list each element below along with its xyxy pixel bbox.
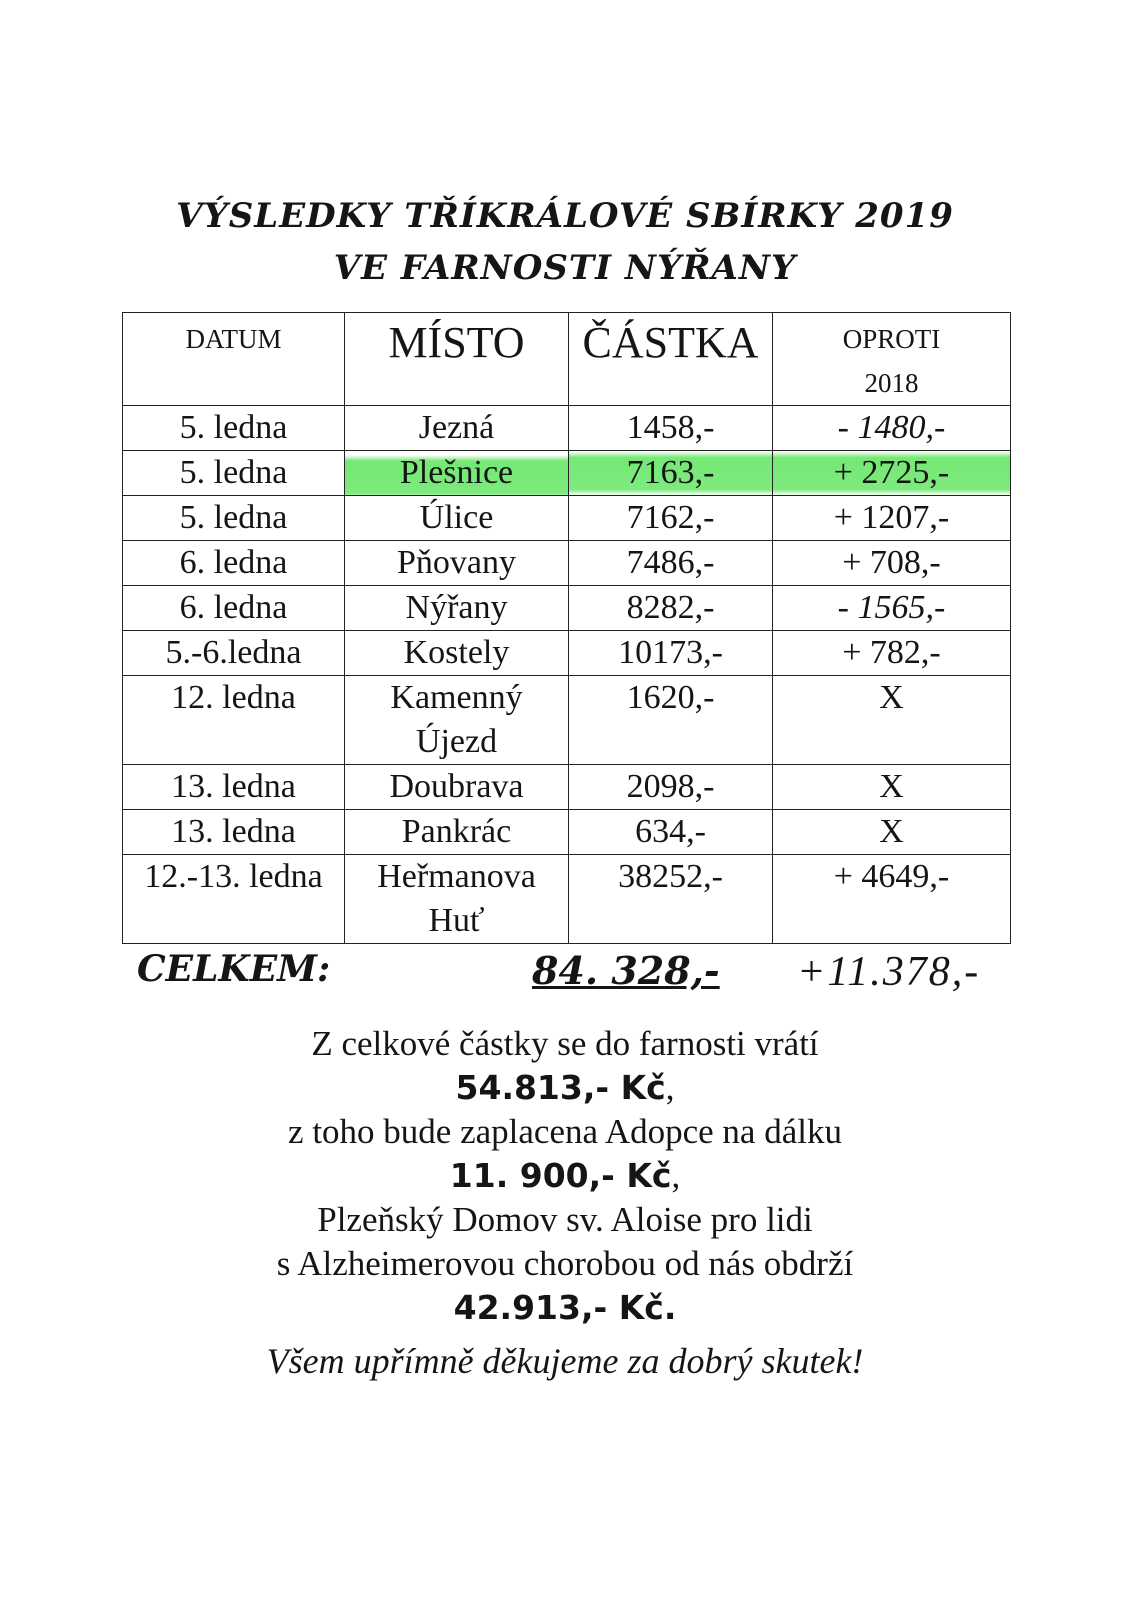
header-diff-line-1: OPROTI	[842, 324, 941, 354]
document-title	[100, 190, 1030, 294]
cell-diff: - 1480,-	[773, 406, 1011, 451]
cell-amount: 2098,-	[569, 765, 773, 810]
cell-date: 13. ledna	[123, 765, 345, 810]
cell-place: Plešnice	[345, 451, 569, 496]
total-diff: +11.378,-	[797, 949, 981, 995]
summary-line: z toho bude zaplacena Adopce na dálku	[288, 1112, 842, 1151]
title-line-2: VE FARNOSTI NÝŘANY	[333, 248, 797, 288]
cell-amount: 7486,-	[569, 541, 773, 586]
cell-diff: X	[773, 810, 1011, 855]
table-row	[123, 496, 1011, 541]
cell-diff: X	[773, 765, 1011, 810]
summary-paragraph	[120, 1022, 1010, 1330]
table-row-highlighted	[123, 451, 1011, 496]
cell-place: Úlice	[345, 496, 569, 541]
cell-date: 5. ledna	[123, 496, 345, 541]
summary-amount: 11. 900,- Kč	[449, 1156, 672, 1195]
cell-place: Pňovany	[345, 541, 569, 586]
cell-diff: - 1565,-	[773, 586, 1011, 631]
cell-date: 5. ledna	[123, 451, 345, 496]
summary-amount: 54.813,- Kč	[455, 1068, 666, 1107]
cell-amount: 1458,-	[569, 406, 773, 451]
summary-comma: ,	[671, 1156, 681, 1195]
header-date: DATUM	[123, 313, 345, 406]
cell-place: Kostely	[345, 631, 569, 676]
cell-place: Doubrava	[345, 765, 569, 810]
table-body	[123, 406, 1011, 944]
cell-date: 12.-13. ledna	[123, 855, 345, 944]
cell-date: 5. ledna	[123, 406, 345, 451]
cell-amount: 10173,-	[569, 631, 773, 676]
header-diff	[773, 313, 1011, 406]
summary-line: Plzeňský Domov sv. Aloise pro lidi	[317, 1200, 813, 1239]
header-amount: ČÁSTKA	[569, 313, 773, 406]
cell-date: 12. ledna	[123, 676, 345, 765]
cell-date: 5.-6.ledna	[123, 631, 345, 676]
cell-date: 6. ledna	[123, 586, 345, 631]
results-table	[122, 312, 1011, 944]
cell-amount: 7162,-	[569, 496, 773, 541]
cell-place: Jezná	[345, 406, 569, 451]
table-row	[123, 765, 1011, 810]
total-amount: 84. 328,-	[532, 948, 720, 993]
cell-amount: 8282,-	[569, 586, 773, 631]
cell-date: 13. ledna	[123, 810, 345, 855]
cell-date: 6. ledna	[123, 541, 345, 586]
header-place: MÍSTO	[345, 313, 569, 406]
cell-place: Pankrác	[345, 810, 569, 855]
table-row	[123, 855, 1011, 944]
cell-diff: X	[773, 676, 1011, 765]
table-row	[123, 810, 1011, 855]
summary-comma: ,	[665, 1068, 675, 1107]
table-row	[123, 406, 1011, 451]
total-row	[137, 948, 1007, 1008]
cell-place: Kamenný Újezd	[345, 676, 569, 765]
summary-amount: 42.913,- Kč.	[453, 1288, 677, 1327]
summary-line: Z celkové částky se do farnosti vrátí	[311, 1024, 819, 1063]
cell-place: Heřmanova Huť	[345, 855, 569, 944]
cell-amount: 7163,-	[569, 451, 773, 496]
table-row	[123, 631, 1011, 676]
cell-diff: + 708,-	[773, 541, 1011, 586]
summary-line: s Alzheimerovou chorobou od nás obdrží	[276, 1244, 854, 1283]
cell-diff: + 782,-	[773, 631, 1011, 676]
cell-diff: + 1207,-	[773, 496, 1011, 541]
cell-amount: 1620,-	[569, 676, 773, 765]
table-row	[123, 586, 1011, 631]
table-row	[123, 676, 1011, 765]
cell-amount: 634,-	[569, 810, 773, 855]
title-line-1: VÝSLEDKY TŘÍKRÁLOVÉ SBÍRKY 2019	[176, 196, 954, 236]
thanks-line: Všem upřímně děkujeme za dobrý skutek!	[266, 1341, 864, 1381]
cell-diff: + 2725,-	[773, 451, 1011, 496]
cell-diff: + 4649,-	[773, 855, 1011, 944]
cell-amount: 38252,-	[569, 855, 773, 944]
cell-place: Nýřany	[345, 586, 569, 631]
table-row	[123, 541, 1011, 586]
table-header-row	[123, 313, 1011, 406]
header-diff-line-2: 2018	[864, 368, 919, 398]
total-label: CELKEM:	[137, 948, 331, 990]
